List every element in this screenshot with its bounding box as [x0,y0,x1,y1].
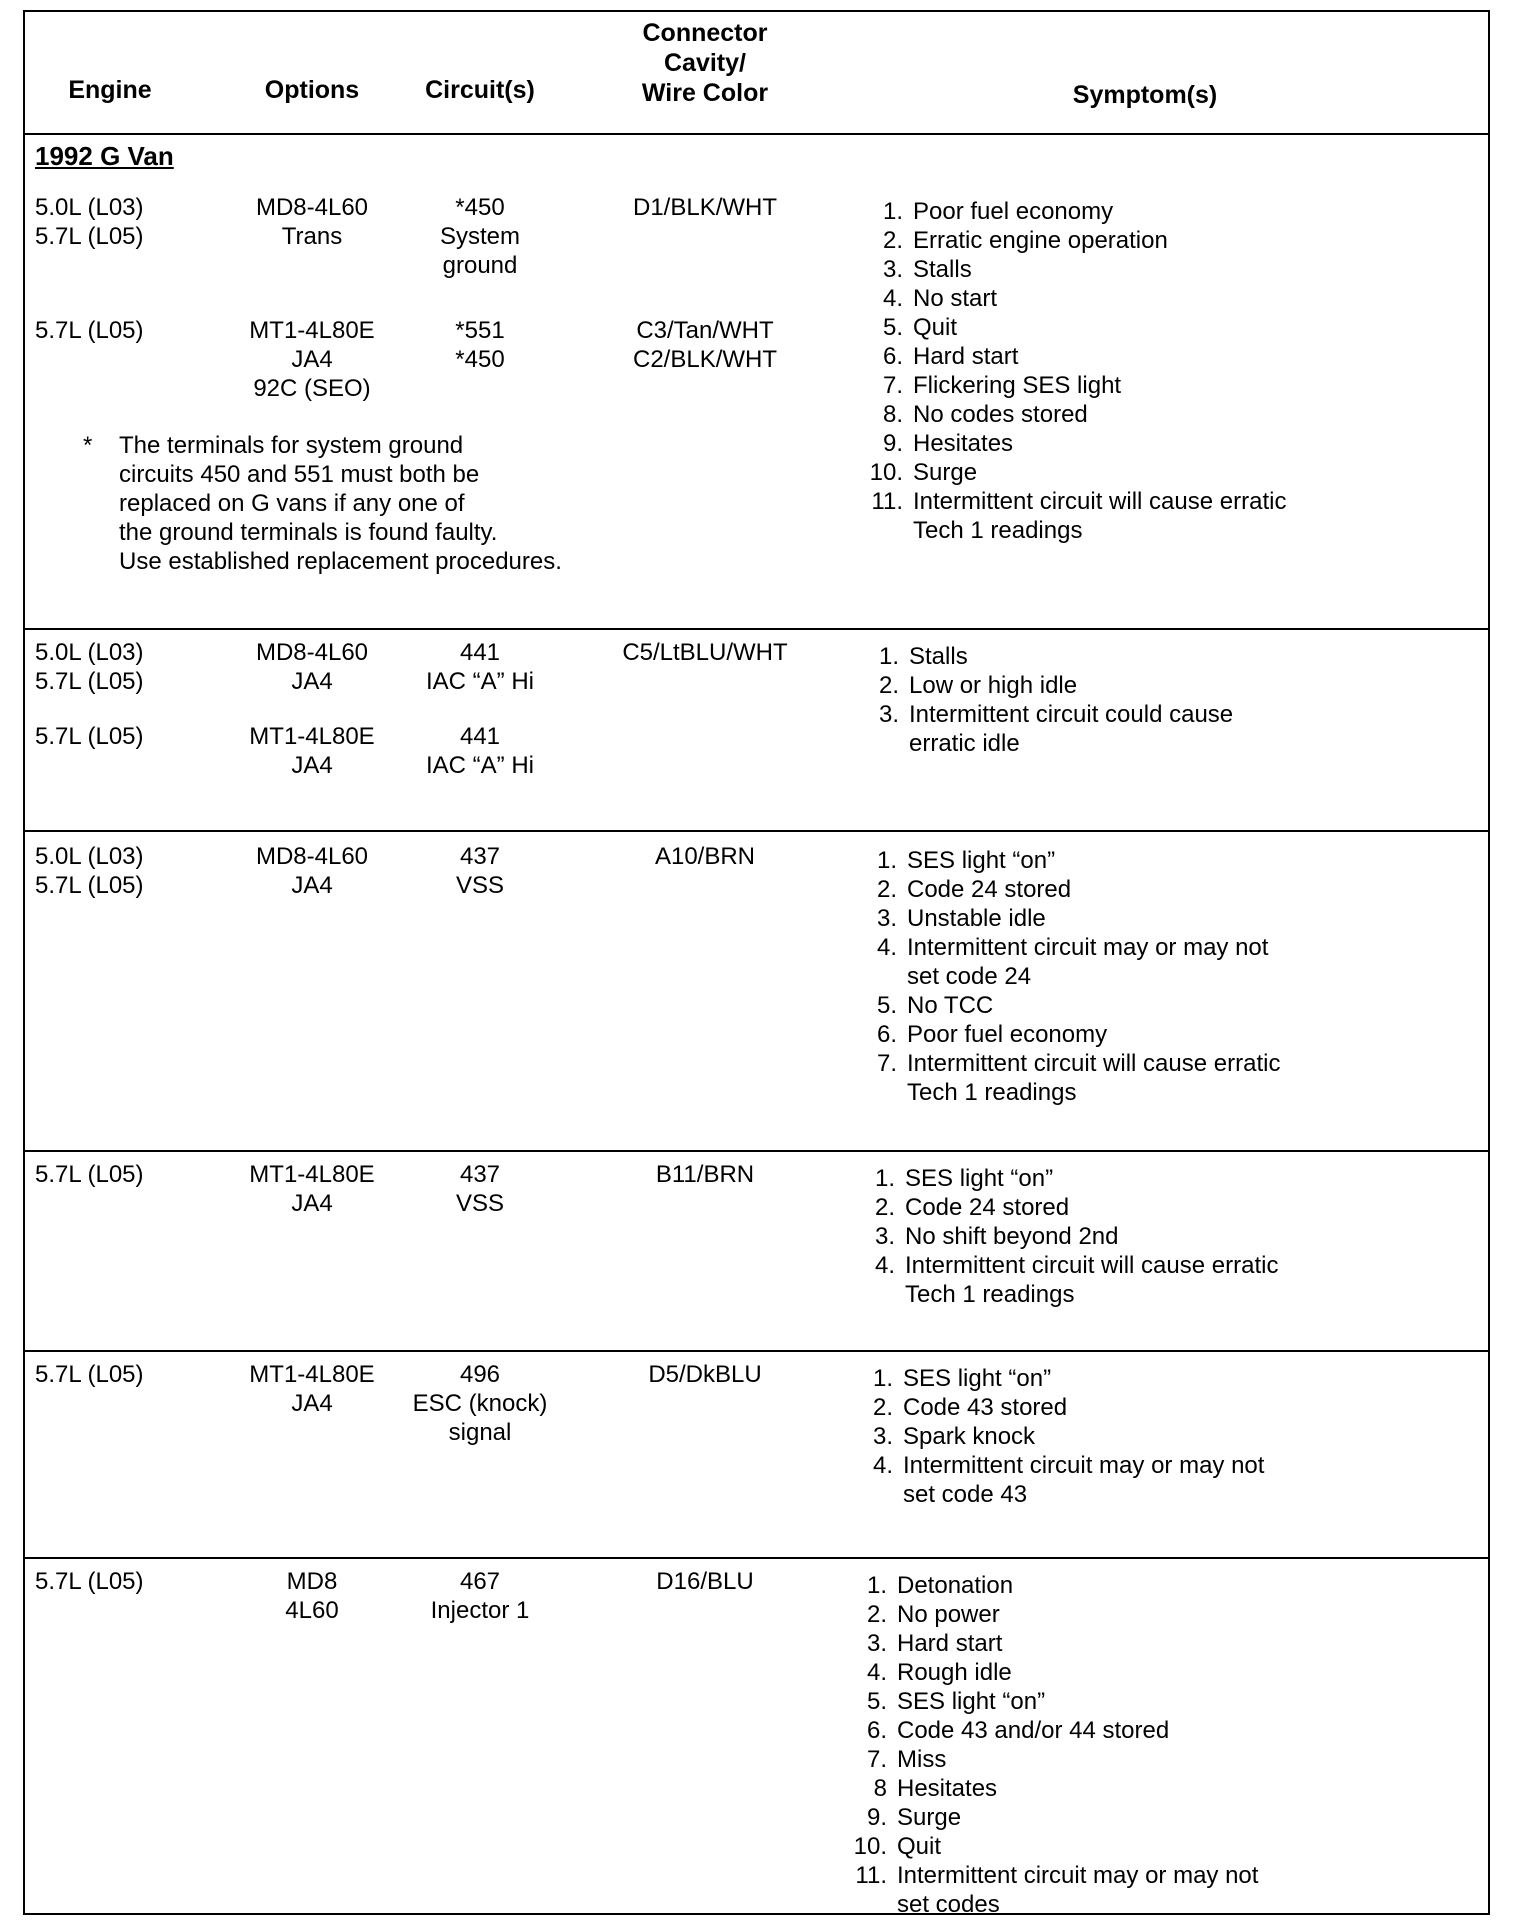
symptom-number: 4. [866,1659,887,1686]
symptom-number: 4. [876,934,897,961]
section-iac [25,630,1488,832]
symptom-text: No shift beyond 2nd [905,1223,1119,1250]
symptom-item [847,1164,1447,1193]
engine-cell: 5.7L (L05) [35,1161,144,1188]
symptom-number: 1. [872,1365,893,1392]
symptom-item [855,487,1455,545]
engine-cell: 5.7L (L05) [35,1361,144,1388]
circuits-cell: 441 IAC “A” Hi [426,639,534,695]
symptom-number: 5. [882,314,903,341]
symptom-text: Quit [897,1833,942,1860]
symptom-number: 11. [871,488,903,515]
symptom-number: 9. [882,430,903,457]
engine-cell: 5.0L (L03) 5.7L (L05) [35,194,144,250]
symptom-number: 3. [876,905,897,932]
symptom-number: 6. [882,343,903,370]
symptom-number: 4. [882,285,903,312]
wire-color-cell: B11/BRN [655,1161,755,1188]
symptom-number: 3. [878,701,899,728]
circuits-cell: 441 IAC “A” Hi [426,723,534,779]
symptom-item [839,1629,1439,1658]
symptom-item [855,400,1455,429]
symptom-number: 3. [866,1630,887,1657]
symptom-text: SES light “on” [897,1688,1046,1715]
symptom-item [845,1422,1445,1451]
symptom-number: 7. [876,1050,897,1077]
symptom-text: Intermittent circuit could cause erratic idle [909,701,1234,757]
symptom-number: 10. [853,1833,887,1860]
symptom-item [855,197,1455,226]
wire-color-cell: C3/Tan/WHT C2/BLK/WHT [632,317,778,373]
symptom-item [845,1451,1445,1509]
symptom-number: 2. [872,1394,893,1421]
symptom-item [849,1049,1449,1107]
symptom-number: 7. [866,1746,887,1773]
symptom-text: Surge [913,459,978,486]
symptom-item [839,1745,1439,1774]
symptom-text: SES light “on” [907,847,1056,874]
symptom-item [855,342,1455,371]
circuits-cell: *551 *450 [455,317,505,373]
symptom-text: Code 43 and/or 44 stored [897,1717,1170,1744]
symptom-text: Flickering SES light [913,372,1122,399]
symptom-item [839,1600,1439,1629]
symptom-text: SES light “on” [903,1365,1052,1392]
header-options: Options [264,76,360,104]
options-cell: MT1-4L80E JA4 [249,1361,375,1417]
symptom-text: Erratic engine operation [913,227,1168,254]
symptom-number: 2. [866,1601,887,1628]
symptom-text: Spark knock [903,1423,1036,1450]
symptom-number: 4. [872,1452,893,1479]
engine-cell: 5.7L (L05) [35,1568,144,1595]
symptom-item [849,933,1449,991]
symptom-number: 2. [882,227,903,254]
symptom-text: No TCC [907,992,994,1019]
symptom-number: 2. [874,1194,895,1221]
symptom-list [849,846,1449,1107]
symptom-number: 6. [876,1021,897,1048]
symptom-text: Poor fuel economy [913,198,1114,225]
symptom-item [855,429,1455,458]
symptom-item [851,671,1451,700]
symptom-text: Low or high idle [909,672,1078,699]
symptom-item [855,226,1455,255]
header-circuits: Circuit(s) [425,76,535,104]
symptom-number: 5. [876,992,897,1019]
symptom-text: Code 43 stored [903,1394,1068,1421]
symptom-text: No codes stored [913,401,1088,428]
symptom-number: 4. [874,1252,895,1279]
symptom-number: 6. [866,1717,887,1744]
symptom-item [839,1861,1439,1919]
symptom-number: 11. [855,1862,887,1889]
symptom-text: Stalls [909,643,968,670]
symptom-number: 1. [866,1572,887,1599]
wire-color-cell: D16/BLU [656,1568,754,1595]
symptom-item [839,1774,1439,1803]
section-esc-knock [25,1352,1488,1559]
symptom-list [855,197,1455,545]
symptom-text: SES light “on” [905,1165,1054,1192]
wire-color-cell: C5/LtBLU/WHT [622,639,788,666]
symptom-item [851,642,1451,671]
symptom-item [849,875,1449,904]
table-header [25,12,1488,135]
symptom-text: Intermittent circuit will cause erratic Tech 1 readings [913,488,1287,544]
symptom-number: 2. [878,672,899,699]
symptom-list [851,642,1451,758]
symptom-item [845,1364,1445,1393]
symptom-text: Intermittent circuit may or may not set codes [897,1862,1259,1918]
options-cell: MD8-4L60 JA4 [255,639,369,695]
header-engine: Engine [68,76,152,104]
section-injector-1 [25,1559,1488,1918]
wire-color-cell: A10/BRN [654,843,756,870]
symptom-number: 5. [866,1688,887,1715]
symptom-item [839,1832,1439,1861]
circuits-cell: 496 ESC (knock) signal [412,1361,548,1446]
header-symptoms: Symptom(s) [1072,81,1218,109]
options-cell: MT1-4L80E JA4 [249,723,375,779]
symptom-item [855,371,1455,400]
symptom-item [845,1393,1445,1422]
footnote-text: The terminals for system ground circuits 450 and 551 must both be replaced on G vans if any one of the ground terminals is found faulty. Use established replacement procedures. [119,432,562,575]
symptom-number: 10. [869,459,903,486]
symptom-number: 1. [874,1165,895,1192]
symptom-number: 8. [882,401,903,428]
symptom-text: Hard start [913,343,1019,370]
symptom-text: Code 24 stored [905,1194,1070,1221]
symptom-text: Intermittent circuit will cause erratic Tech 1 readings [905,1252,1279,1308]
symptom-item [847,1193,1447,1222]
symptom-text: Quit [913,314,958,341]
year-label: 1992 G Van [35,141,174,171]
symptom-text: Hard start [897,1630,1003,1657]
engine-cell: 5.0L (L03) 5.7L (L05) [35,843,144,899]
symptom-item [851,700,1451,758]
symptom-number: 9. [866,1804,887,1831]
symptom-text: No start [913,285,998,312]
circuits-cell: *450 System ground [439,194,520,279]
symptom-number: 3. [872,1423,893,1450]
symptom-text: Surge [897,1804,962,1831]
symptom-item [849,1020,1449,1049]
footnote-star: * [83,432,93,459]
symptom-item [855,284,1455,313]
section-g-van-ground [25,133,1488,630]
symptom-item [855,458,1455,487]
symptom-number: 3. [882,256,903,283]
symptom-number: 1. [878,643,899,670]
symptom-number: 7. [882,372,903,399]
symptom-item [849,904,1449,933]
symptom-number: 1. [882,198,903,225]
symptom-list [839,1571,1439,1919]
circuits-cell: 437 VSS [455,1161,505,1217]
symptom-item [847,1251,1447,1309]
engine-cell: 5.0L (L03) 5.7L (L05) [35,639,144,695]
symptom-item [855,313,1455,342]
symptom-item [839,1658,1439,1687]
engine-cell: 5.7L (L05) [35,723,144,750]
symptom-list [847,1164,1447,1309]
symptom-text: Intermittent circuit may or may not set code 24 [907,934,1269,990]
symptom-item [839,1571,1439,1600]
symptom-item [839,1687,1439,1716]
engine-cell: 5.7L (L05) [35,317,144,344]
section-vss-4l60 [25,832,1488,1152]
circuits-cell: 467 Injector 1 [430,1568,530,1624]
options-cell: MT1-4L80E JA4 92C (SEO) [249,317,375,402]
symptom-text: Stalls [913,256,972,283]
symptom-item [849,846,1449,875]
symptom-number: 3. [874,1223,895,1250]
circuits-cell: 437 VSS [455,843,505,899]
symptom-text: Rough idle [897,1659,1012,1686]
options-cell: MT1-4L80E JA4 [249,1161,375,1217]
symptom-number: 8 [873,1775,887,1802]
symptom-text: Unstable idle [907,905,1046,932]
wire-color-cell: D1/BLK/WHT [632,194,778,221]
section-vss-4l80e [25,1152,1488,1352]
symptom-text: No power [897,1601,1000,1628]
symptom-item [849,991,1449,1020]
symptom-item [839,1803,1439,1832]
options-cell: MD8 4L60 [285,1568,339,1624]
symptom-text: Detonation [897,1572,1014,1599]
wire-color-cell: D5/DkBLU [648,1361,762,1388]
symptom-number: 1. [876,847,897,874]
symptom-text: Intermittent circuit will cause erratic Tech 1 readings [907,1050,1281,1106]
options-cell: MD8-4L60 JA4 [255,843,369,899]
symptom-text: Intermittent circuit may or may not set code 43 [903,1452,1265,1508]
diagnostic-table [23,10,1490,1918]
symptom-text: Hesitates [897,1775,998,1802]
options-cell: MD8-4L60 Trans [255,194,369,250]
symptom-text: Miss [897,1746,947,1773]
symptom-text: Hesitates [913,430,1014,457]
symptom-text: Poor fuel economy [907,1021,1108,1048]
symptom-item [855,255,1455,284]
symptom-item [839,1716,1439,1745]
header-connector: Connector Cavity/ Wire Color [641,19,769,107]
symptom-text: Code 24 stored [907,876,1072,903]
symptom-number: 2. [876,876,897,903]
symptom-list [845,1364,1445,1509]
symptom-item [847,1222,1447,1251]
